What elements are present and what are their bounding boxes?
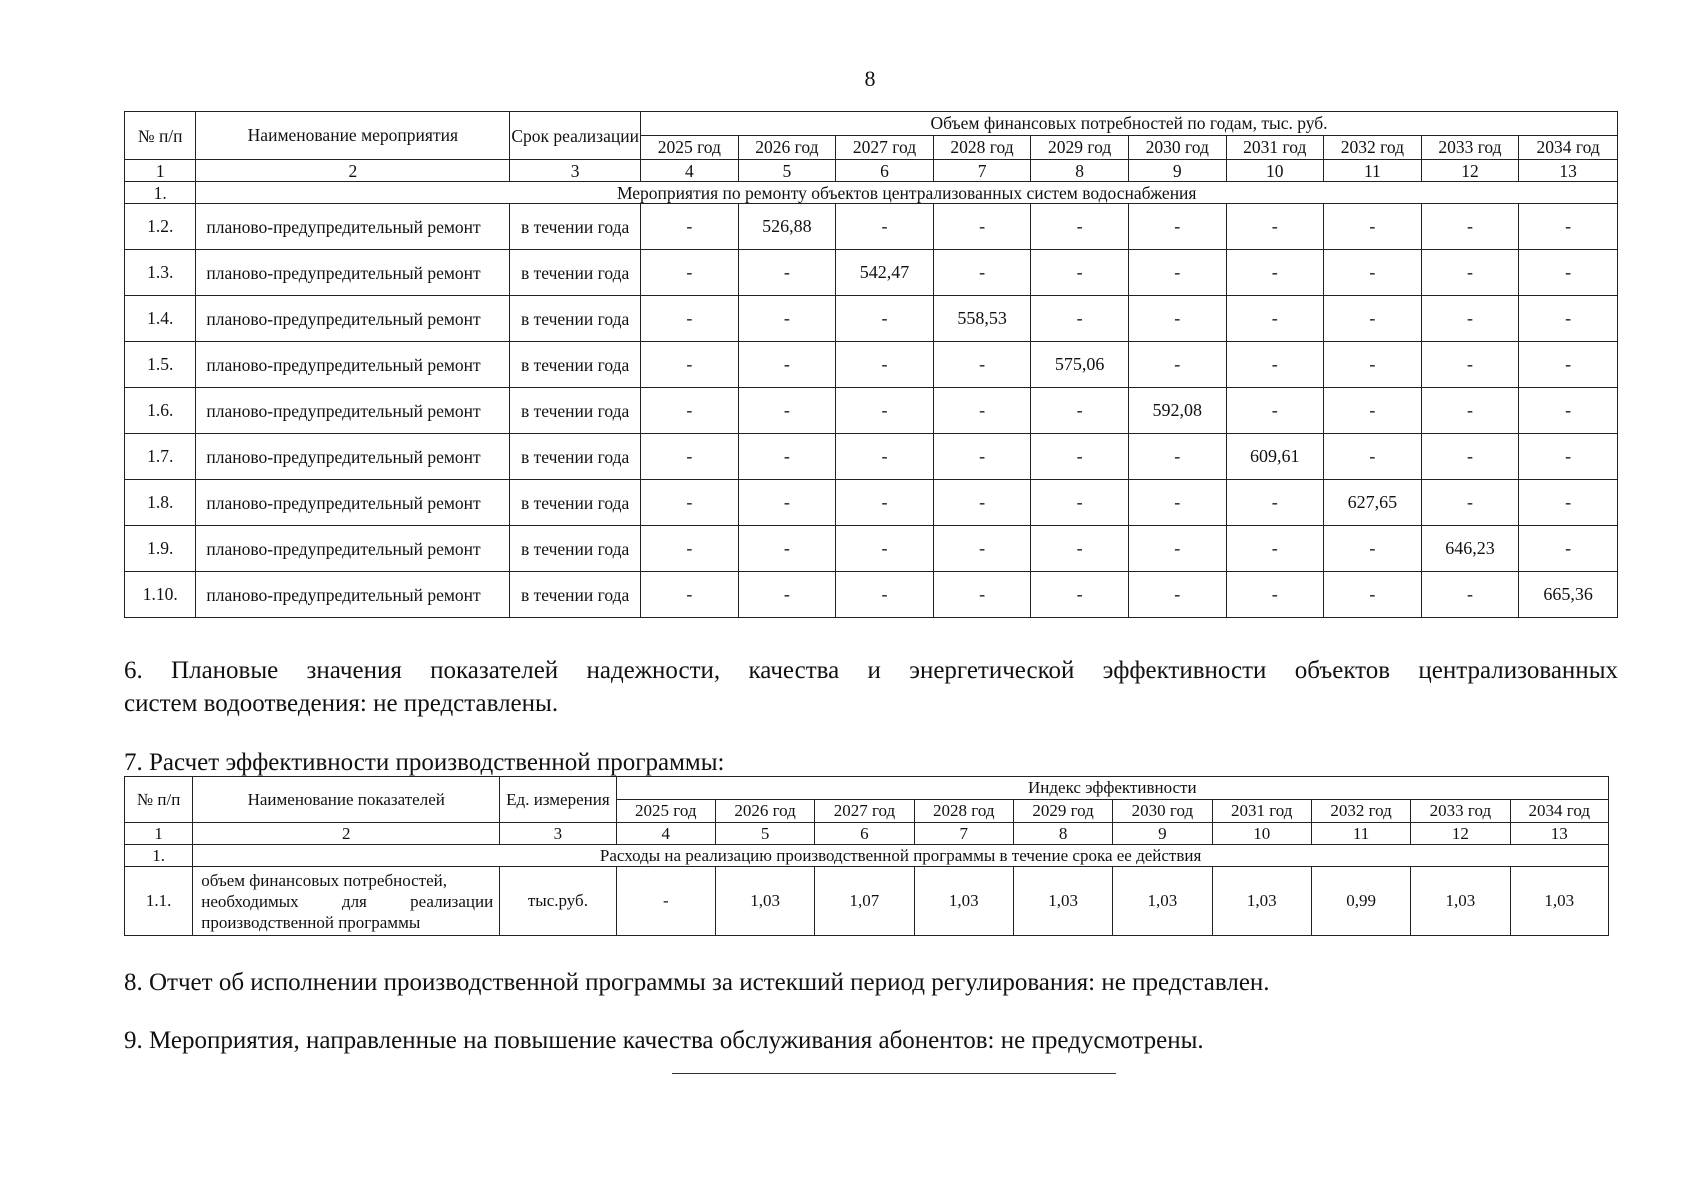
year-value: -	[1031, 296, 1129, 342]
header-num: № п/п	[125, 777, 193, 823]
table-row	[125, 342, 1618, 388]
year-value: -	[1519, 388, 1618, 434]
column-number: 13	[1519, 160, 1618, 182]
year-value: -	[933, 250, 1031, 296]
column-number: 4	[641, 160, 739, 182]
row-num: 1.4.	[125, 296, 196, 342]
year-value: -	[1324, 388, 1422, 434]
year-header: 2029 год	[1013, 800, 1112, 823]
row-num: 1.3.	[125, 250, 196, 296]
year-header: 2029 год	[1031, 136, 1129, 160]
year-value: -	[738, 526, 836, 572]
column-number: 10	[1212, 823, 1311, 845]
year-value: -	[1421, 296, 1519, 342]
year-value: -	[738, 434, 836, 480]
column-number: 10	[1226, 160, 1324, 182]
year-header: 2031 год	[1212, 800, 1311, 823]
column-number: 11	[1324, 160, 1422, 182]
year-value: 575,06	[1031, 342, 1129, 388]
index-value: 1,03	[914, 867, 1013, 936]
column-number: 2	[193, 823, 500, 845]
year-value: -	[1421, 572, 1519, 618]
activity-term: в течении года	[510, 296, 641, 342]
year-value: -	[1324, 250, 1422, 296]
year-value: -	[933, 342, 1031, 388]
column-number: 12	[1411, 823, 1510, 845]
header-financial-group: Объем финансовых потребностей по годам, тыс. руб.	[641, 112, 1618, 136]
year-header: 2032 год	[1311, 800, 1410, 823]
year-header: 2034 год	[1519, 136, 1618, 160]
year-value: 627,65	[1324, 480, 1422, 526]
year-value: -	[1226, 526, 1324, 572]
year-value: -	[836, 434, 934, 480]
year-value: -	[1031, 204, 1129, 250]
financial-needs-table	[124, 111, 1618, 618]
activity-term: в течении года	[510, 250, 641, 296]
column-number: 5	[715, 823, 814, 845]
year-value: 542,47	[836, 250, 934, 296]
year-value: -	[1128, 480, 1226, 526]
column-number: 12	[1421, 160, 1519, 182]
header-term: Срок реализации	[510, 112, 641, 160]
column-number: 1	[125, 160, 196, 182]
header-unit: Ед. измерения	[500, 777, 616, 823]
activity-term: в течении года	[510, 342, 641, 388]
year-value: -	[1519, 434, 1618, 480]
year-value: -	[1226, 204, 1324, 250]
activity-name: планово-предупредительный ремонт	[196, 342, 510, 388]
index-value: -	[616, 867, 715, 936]
year-value: -	[933, 572, 1031, 618]
column-number: 2	[196, 160, 510, 182]
column-number: 3	[500, 823, 616, 845]
activity-name: планово-предупредительный ремонт	[196, 572, 510, 618]
year-header: 2026 год	[715, 800, 814, 823]
year-value: 558,53	[933, 296, 1031, 342]
year-value: -	[933, 434, 1031, 480]
year-value: -	[738, 342, 836, 388]
paragraph-6-line-1: 6. Плановые значения показателей надежности, качества и энергетической эффективности объектов централизованных	[124, 657, 1618, 684]
row-num: 1.10.	[125, 572, 196, 618]
year-value: -	[1421, 342, 1519, 388]
year-value: 526,88	[738, 204, 836, 250]
year-value: -	[933, 388, 1031, 434]
year-value: -	[641, 250, 739, 296]
year-value: -	[738, 296, 836, 342]
year-header: 2027 год	[815, 800, 914, 823]
year-header: 2027 год	[836, 136, 934, 160]
year-value: -	[1226, 388, 1324, 434]
year-value: -	[836, 526, 934, 572]
year-value: -	[1226, 296, 1324, 342]
index-value: 0,99	[1311, 867, 1410, 936]
end-divider	[672, 1073, 1116, 1074]
row-num: 1.6.	[125, 388, 196, 434]
index-value: 1,07	[815, 867, 914, 936]
activity-name: планово-предупредительный ремонт	[196, 434, 510, 480]
row-num: 1.8.	[125, 480, 196, 526]
year-value: -	[1324, 342, 1422, 388]
year-value: -	[738, 480, 836, 526]
table-row	[125, 296, 1618, 342]
year-header: 2030 год	[1128, 136, 1226, 160]
year-value: -	[1519, 204, 1618, 250]
activity-term: в течении года	[510, 480, 641, 526]
section-num: 1.	[125, 845, 193, 867]
year-value: -	[1519, 480, 1618, 526]
paragraph-8: 8. Отчет об исполнении производственной программы за истекший период регулирования: не представлен.	[124, 969, 1270, 996]
activity-name: планово-предупредительный ремонт	[196, 250, 510, 296]
indicator-name-line-2: необходимых для реализации	[201, 891, 494, 911]
index-value: 1,03	[1013, 867, 1112, 936]
index-value: 1,03	[1411, 867, 1510, 936]
column-number: 8	[1013, 823, 1112, 845]
table-row	[125, 204, 1618, 250]
year-value: -	[1031, 480, 1129, 526]
column-number: 7	[914, 823, 1013, 845]
page-number: 8	[864, 66, 876, 91]
indicator-name	[193, 867, 500, 936]
year-value: -	[836, 388, 934, 434]
activity-name: планово-предупредительный ремонт	[196, 480, 510, 526]
year-value: 646,23	[1421, 526, 1519, 572]
year-value: -	[1128, 204, 1226, 250]
column-number: 1	[125, 823, 193, 845]
activity-term: в течении года	[510, 388, 641, 434]
header-num: № п/п	[125, 112, 196, 160]
column-number: 9	[1113, 823, 1212, 845]
year-value: -	[1128, 296, 1226, 342]
year-value: -	[933, 526, 1031, 572]
year-header: 2030 год	[1113, 800, 1212, 823]
column-number: 6	[815, 823, 914, 845]
activity-name: планово-предупредительный ремонт	[196, 388, 510, 434]
year-value: -	[738, 388, 836, 434]
paragraph-9: 9. Мероприятия, направленные на повышение качества обслуживания абонентов: не предусмотрены.	[124, 1027, 1204, 1054]
year-value: -	[1031, 526, 1129, 572]
section-title: Расходы на реализацию производственной программы в течение срока ее действия	[193, 845, 1609, 867]
year-value: -	[641, 572, 739, 618]
year-value: -	[1031, 572, 1129, 618]
year-header: 2028 год	[933, 136, 1031, 160]
activity-term: в течении года	[510, 204, 641, 250]
unit-cell: тыс.руб.	[500, 867, 616, 936]
index-value: 1,03	[715, 867, 814, 936]
column-number: 8	[1031, 160, 1129, 182]
efficiency-index-table	[124, 776, 1609, 936]
year-header: 2025 год	[641, 136, 739, 160]
year-value: -	[1519, 250, 1618, 296]
year-value: -	[641, 342, 739, 388]
section-num: 1.	[125, 182, 196, 204]
year-value: -	[836, 480, 934, 526]
column-number: 3	[510, 160, 641, 182]
year-header: 2034 год	[1510, 800, 1608, 823]
index-value: 1,03	[1113, 867, 1212, 936]
year-value: -	[641, 204, 739, 250]
table-row	[125, 434, 1618, 480]
year-value: -	[836, 296, 934, 342]
indicator-name-line-3: производственной программы	[201, 912, 421, 932]
column-number: 4	[616, 823, 715, 845]
year-value: -	[1128, 342, 1226, 388]
year-header: 2033 год	[1411, 800, 1510, 823]
indicator-name-line-1: объем финансовых потребностей,	[201, 870, 447, 890]
row-num: 1.9.	[125, 526, 196, 572]
year-value: -	[1324, 572, 1422, 618]
year-value: -	[1519, 342, 1618, 388]
year-value: 665,36	[1519, 572, 1618, 618]
year-value: -	[836, 204, 934, 250]
year-header: 2033 год	[1421, 136, 1519, 160]
paragraph-7: 7. Расчет эффективности производственной программы:	[124, 749, 725, 776]
year-value: -	[1226, 342, 1324, 388]
year-value: -	[641, 434, 739, 480]
year-value: -	[641, 388, 739, 434]
year-value: -	[933, 480, 1031, 526]
activity-term: в течении года	[510, 434, 641, 480]
year-header: 2031 год	[1226, 136, 1324, 160]
year-value: -	[1519, 526, 1618, 572]
row-num: 1.1.	[125, 867, 193, 936]
year-value: -	[1226, 250, 1324, 296]
paragraph-6	[124, 654, 1618, 720]
year-value: -	[1031, 434, 1129, 480]
year-value: -	[1324, 204, 1422, 250]
year-value: -	[641, 526, 739, 572]
year-value: -	[836, 342, 934, 388]
section-title: Мероприятия по ремонту объектов централизованных систем водоснабжения	[196, 182, 1618, 204]
year-value: 609,61	[1226, 434, 1324, 480]
year-value: -	[1226, 480, 1324, 526]
column-number: 7	[933, 160, 1031, 182]
column-number: 11	[1311, 823, 1410, 845]
year-value: -	[1031, 250, 1129, 296]
year-value: -	[836, 572, 934, 618]
year-header: 2025 год	[616, 800, 715, 823]
year-value: -	[1128, 434, 1226, 480]
activity-name: планово-предупредительный ремонт	[196, 526, 510, 572]
year-value: -	[1421, 204, 1519, 250]
year-value: -	[1421, 250, 1519, 296]
year-value: -	[1324, 434, 1422, 480]
activity-name: планово-предупредительный ремонт	[196, 204, 510, 250]
year-value: -	[1421, 434, 1519, 480]
year-header: 2026 год	[738, 136, 836, 160]
year-value: -	[1324, 526, 1422, 572]
year-value: -	[1421, 480, 1519, 526]
year-value: -	[1128, 572, 1226, 618]
row-num: 1.2.	[125, 204, 196, 250]
column-number: 6	[836, 160, 934, 182]
index-value: 1,03	[1510, 867, 1608, 936]
year-value: -	[1519, 296, 1618, 342]
activity-name: планово-предупредительный ремонт	[196, 296, 510, 342]
column-number: 5	[738, 160, 836, 182]
year-value: -	[933, 204, 1031, 250]
year-value: -	[1128, 250, 1226, 296]
header-name: Наименование мероприятия	[196, 112, 510, 160]
year-value: -	[1128, 526, 1226, 572]
year-value: -	[738, 572, 836, 618]
header-indicator-name: Наименование показателей	[193, 777, 500, 823]
year-header: 2028 год	[914, 800, 1013, 823]
year-value: -	[1324, 296, 1422, 342]
header-index-group: Индекс эффективности	[616, 777, 1608, 800]
year-value: -	[641, 296, 739, 342]
row-num: 1.5.	[125, 342, 196, 388]
year-value: -	[1226, 572, 1324, 618]
year-value: -	[1421, 388, 1519, 434]
table-row	[125, 388, 1618, 434]
paragraph-6-line-2: систем водоотведения: не представлены.	[124, 690, 559, 717]
activity-term: в течении года	[510, 526, 641, 572]
year-value: -	[738, 250, 836, 296]
year-value: -	[1031, 388, 1129, 434]
table-row	[125, 250, 1618, 296]
table-row	[125, 480, 1618, 526]
index-value: 1,03	[1212, 867, 1311, 936]
column-number: 9	[1128, 160, 1226, 182]
year-header: 2032 год	[1324, 136, 1422, 160]
year-value: 592,08	[1128, 388, 1226, 434]
table-row	[125, 572, 1618, 618]
activity-term: в течении года	[510, 572, 641, 618]
table-row	[125, 526, 1618, 572]
year-value: -	[641, 480, 739, 526]
column-number: 13	[1510, 823, 1608, 845]
row-num: 1.7.	[125, 434, 196, 480]
